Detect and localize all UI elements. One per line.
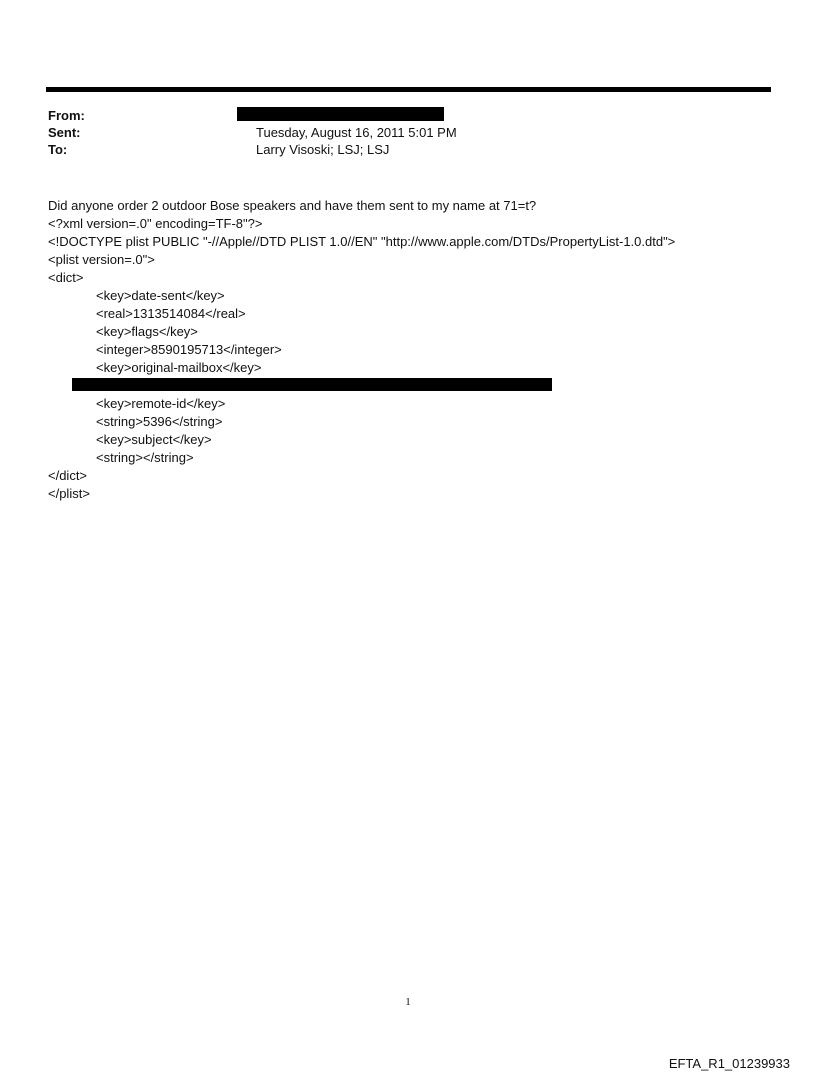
body-line: <real>1313514084</real> <box>96 306 246 321</box>
redacted-body-line <box>48 377 788 395</box>
sent-value: Tuesday, August 16, 2011 5:01 PM <box>256 125 457 140</box>
body-line: <!DOCTYPE plist PUBLIC "-//Apple//DTD PLIST 1.0//EN" "http://www.apple.com/DTDs/PropertyList-1.0.dtd"> <box>48 234 676 249</box>
body-line: <key>flags</key> <box>96 324 198 339</box>
body-line: <?xml version=.0" encoding=TF-8"?> <box>48 216 263 231</box>
body-line: </dict> <box>48 468 88 483</box>
from-label: From: <box>48 108 85 123</box>
body-line: <key>original-mailbox</key> <box>96 360 262 375</box>
body-line: <key>subject</key> <box>96 432 212 447</box>
from-row <box>48 107 748 124</box>
body-line: <dict> <box>48 270 84 285</box>
body-line: <string>5396</string> <box>96 414 223 429</box>
body-line: Did anyone order 2 outdoor Bose speakers and have them sent to my name at 71=t? <box>48 198 537 213</box>
page-number: 1 <box>405 996 411 1008</box>
to-value: Larry Visoski; LSJ; LSJ <box>256 142 390 157</box>
body-line: </plist> <box>48 486 90 501</box>
body-line: <string></string> <box>96 450 194 465</box>
sent-label: Sent: <box>48 125 81 140</box>
to-label: To: <box>48 142 68 157</box>
body-line: <key>date-sent</key> <box>96 288 225 303</box>
body-line: <key>remote-id</key> <box>96 396 226 411</box>
document-id: EFTA_R1_01239933 <box>668 1056 790 1071</box>
sent-row <box>48 124 748 141</box>
email-header <box>48 107 748 158</box>
body-redaction <box>72 378 552 391</box>
body-line: <integer>8590195713</integer> <box>96 342 282 357</box>
to-row <box>48 141 748 158</box>
email-body <box>48 197 788 503</box>
from-redaction <box>237 107 444 121</box>
body-line: <plist version=.0"> <box>48 252 155 267</box>
header-rule <box>46 87 771 92</box>
